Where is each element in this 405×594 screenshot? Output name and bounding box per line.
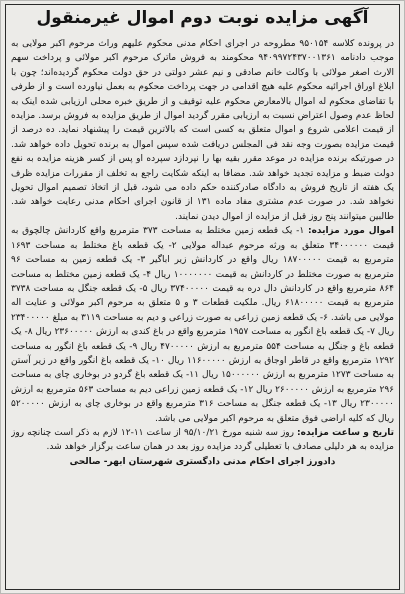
- auction-date-text: روز سه شنبه مورخ ۹۵/۱۰/۲۱ از ساعت ۱۱-۱۲ لازم به ذکر است چنانچه روز مزایده به هر دلیلی مصادف با تعطیلی گردد مزایده روز بعد در همان ساعت برگزار خواهد شد.: [11, 427, 394, 453]
- properties-heading: اموال مورد مزایده:: [307, 226, 394, 237]
- properties-paragraph: [11, 224, 394, 426]
- notice-body: [11, 37, 394, 583]
- auction-date-paragraph: [11, 426, 394, 455]
- properties-list: ۱- یک قطعه زمین مختلط به مساحت ۳۷۳ مترمربع واقع کاردانش چالچوق به قیمت ۳۴۰۰۰۰۰۰ متعلق به ورثه مرحوم عبداله مولایی ۲- یک قطعه باغ مختلط به مساحت ۱۶۹۳ مترمربع به قیمت ۱۸۷۰۰۰۰۰ ریال واقع در کاردانش زیر اباگیر ۳- یک قطعه زمین به مساحت ۹۶ مترمربع به صورت مختلط در کاردانش به قیمت ۱۰۰۰۰۰۰۰ ریال ۴- یک قطعه زمین مختلط به مساحت ۸۶۴ مترمربع واقع در کاردانش دال دره به قیمت ۳۷۴۰۰۰۰۰ ریال ۵- یک قطعه جنگل به مساحت ۳۷۳۸ مترمربع به قیمت ۶۱۸۰۰۰۰۰ ریال. ملکیت قطعات ۳ و ۵ متعلق به مرحوم اکبر مولائی و عنایت اله مولایی می باشد. ۶- یک قطعه زمین زراعی به صورت زراعی و دیم به مساحت ۳۱۱۹ به مبلغ ۲۳۴۰۰۰۰۰ ریال ۷- یک قطعه باغ انگور به مساحت ۱۹۵۷ مترمربع واقع در باغ کندی به ارزش ۲۳۶۰۰۰۰۰ ریال ۸- یک قطعه باغ و جنگل به مساحت ۵۵۴ مترمربع به ارزش ۴۷۰۰۰۰۰ ریال ۹- یک قطعه باغ انگور به مساحت ۱۲۹۲ مترمربع واقع در قاطر اوجاق به ارزش ۱۱۶۰۰۰۰۰ ریال ۱۰- یک قطعه باغ انگور واقع در زیر آستن به مساحت ۱۲۷۳ مترمربع به ارزش ۱۵۰۰۰۰۰۰ ریال ۱۱- یک قطعه باغ گردو در بوخاری چای به مساحت ۲۹۶ مترمربع به ارزش ۲۶۰۰۰۰۰ ریال ۱۲- یک قطعه زمین زراعی دیم به مساحت ۵۶۳ مترمربع به ارزش ۲۳۰۰۰۰۰ ریال ۱۳- یک قطعه جنگل به مساحت ۳۱۶ مترمربع واقع در بوخاری چای به ارزش ۵۲۰۰۰۰۰ ریال که کلیه اراضی فوق متعلق به مرحوم اکبر مولایی می باشد.: [11, 226, 394, 424]
- notice-intro-paragraph: در پرونده کلاسه ۹۵۰۱۵۴ مطروحه در اجرای احکام مدنی محکوم علیهم وراث مرحوم اکبر مولایی به موجب دادنامه ۹۴۰۹۹۷۲۴۳۷۰۰۱۳۶۱ محکومند به فروش ماترک مرحوم اکبر مولائی و پرداخت سهم الارث اصغر مولائی با وکالت خانم صادقی و نیم عشر دولتی در حق دولت محکوم گردیده‌اند؛ چون با ابلاغ اوراق اجرائیه محکوم علیه هیچ اقدامی در جهت پرداخت محکوم به بعمل نیاورده است و از طرفی با تقاضای محکوم له اموال بالامعارض محکوم علیه توقیف و از طریق خبره محلی ارزیابی شده اینک به لحاظ عدم وصول اعتراض نسبت به ارزیابی مقرر گردید اموال از طریق مزایده به فروش برسد. مزایده از قیمت اعلامی شروع و اموال متعلق به کسی است که بالاترین قیمت را پیشنهاد نماید. ده درصد از قیمت مزایده بصورت وجه نقد فی المجلس دریافت شده سپس اموال به برنده تحویل داده خواهد شد. در صورتیکه برنده مزایده در موعد مقرر بقیه بها را نپردازد سپرده او پس از کسر هزینه مزایده به نفع دولت ضبط و مزایده تجدید خواهد شد. مضافا به اینکه شکایت راجع به تخلف از مقررات مزایده ظرف یک هفته از تاریخ فروش به دادگاه صادرکننده حکم داده می شود، قبل از اتخاذ تصمیم اموال تحویل نخواهد شد. در صورت عدم مشتری مفاد ماده ۱۳۱ از قانون اجرای احکام مدنی رعایت خواهد شد. طالبین میتوانند پنج روز قبل از مزایده از اموال دیدن نمایند.: [11, 39, 394, 222]
- signature-line: دادورز اجرای احکام مدنی دادگستری شهرستان ابهر- صالحی: [69, 456, 336, 467]
- auction-date-heading: تاریخ و ساعت مزایده:: [297, 427, 394, 438]
- notice-title: آگهی مزایده نوبت دوم اموال غیرمنقول: [36, 8, 369, 28]
